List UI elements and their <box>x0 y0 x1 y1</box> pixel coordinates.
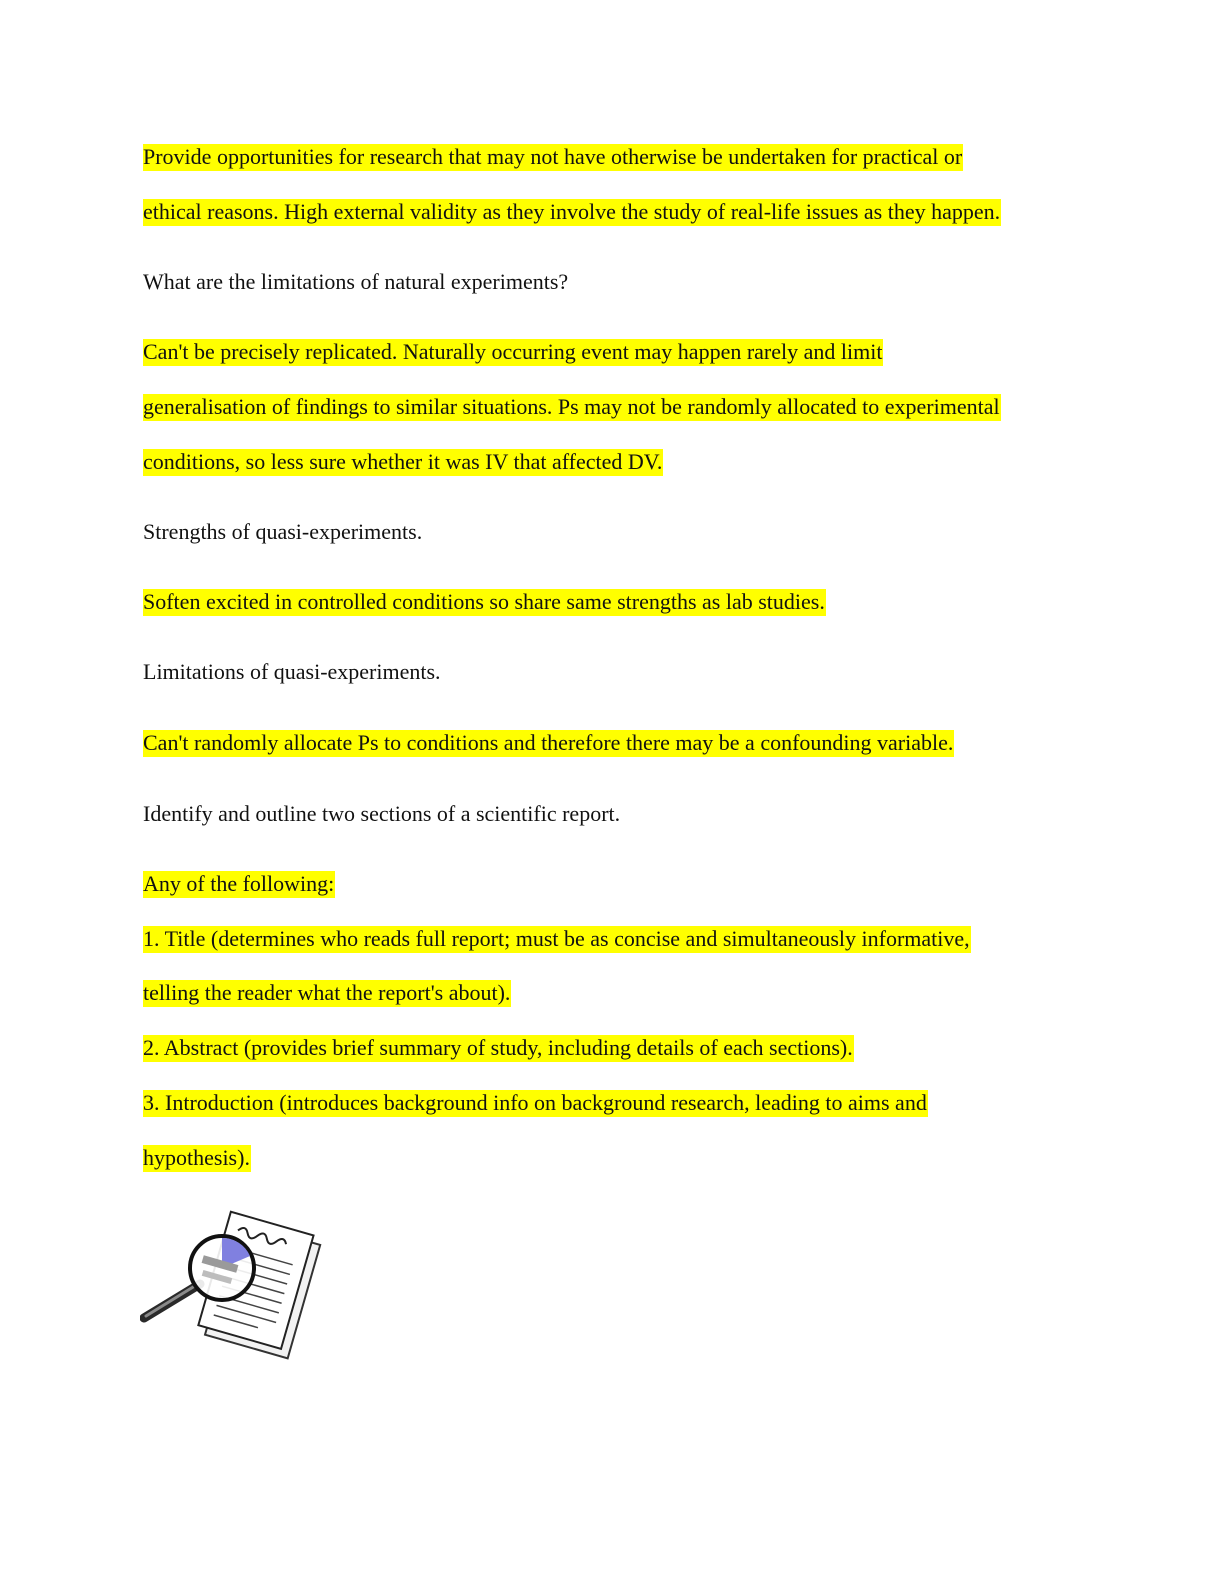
answer-line-10 <box>143 978 511 1008</box>
highlighted-text: Provide opportunities for research that may not have otherwise be undertaken for practical or <box>143 144 963 169</box>
answer-line-4 <box>143 392 1001 422</box>
highlighted-text: Any of the following: <box>143 871 335 896</box>
answer-line-5 <box>143 447 663 477</box>
highlighted-text: generalisation of findings to similar situations. Ps may not be randomly allocated to experimental <box>143 394 1000 419</box>
highlighted-text: 1. Title (determines who reads full report; must be as concise and simultaneously informative, <box>143 926 970 951</box>
answer-line-2 <box>143 197 1001 227</box>
highlighted-text: conditions, so less sure whether it was IV that affected DV. <box>143 449 663 474</box>
question-quasi-limitations <box>143 657 441 687</box>
answer-line-13 <box>143 1143 251 1173</box>
answer-line-1 <box>143 142 963 172</box>
question-quasi-strengths <box>143 517 422 547</box>
highlighted-text: telling the reader what the report's about). <box>143 980 511 1005</box>
highlighted-text: ethical reasons. High external validity as they involve the study of real-life issues as they happen. <box>143 199 1001 224</box>
question-text: Limitations of quasi-experiments. <box>143 659 441 684</box>
question-text: Identify and outline two sections of a scientific report. <box>143 801 621 826</box>
highlighted-text: 3. Introduction (introduces background info on background research, leading to aims and <box>143 1090 927 1115</box>
highlighted-text: Soften excited in controlled conditions so share same strengths as lab studies. <box>143 589 825 614</box>
answer-line-3 <box>143 337 883 367</box>
answer-line-11 <box>143 1033 854 1063</box>
question-text: What are the limitations of natural experiments? <box>143 269 569 294</box>
answer-line-7 <box>143 728 954 758</box>
answer-line-9 <box>143 924 971 954</box>
answer-line-6 <box>143 587 826 617</box>
highlighted-text: hypothesis). <box>143 1145 250 1170</box>
magnifying-glass-document-icon <box>140 1208 326 1368</box>
question-report-sections <box>143 799 620 829</box>
question-text: Strengths of quasi-experiments. <box>143 519 423 544</box>
highlighted-text: Can't be precisely replicated. Naturally occurring event may happen rarely and limit <box>143 339 883 364</box>
question-natural-limitations <box>143 267 568 297</box>
answer-line-12 <box>143 1088 928 1118</box>
highlighted-text: Can't randomly allocate Ps to conditions and therefore there may be a confounding variable. <box>143 730 954 755</box>
highlighted-text: 2. Abstract (provides brief summary of study, including details of each sections). <box>143 1035 853 1060</box>
answer-line-8 <box>143 869 335 899</box>
